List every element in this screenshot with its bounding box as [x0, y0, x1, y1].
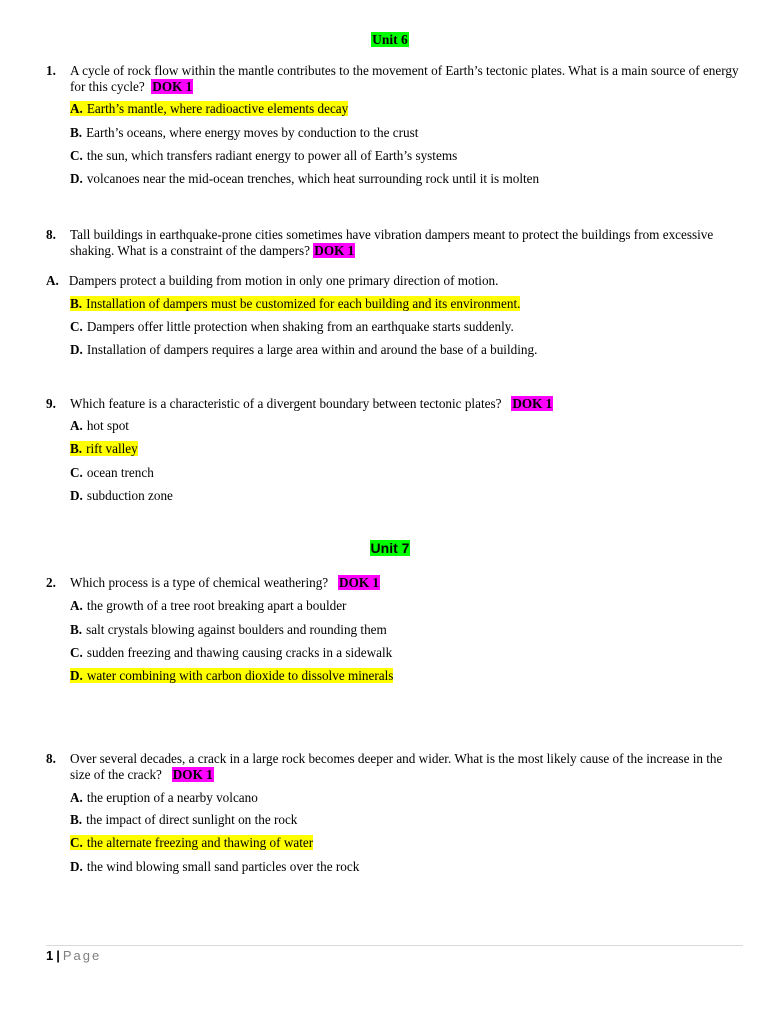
- answer-option: B. Earth’s oceans, where energy moves by conduction to the crust: [70, 125, 419, 140]
- answer-option: D. volcanoes near the mid-ocean trenches, which heat surrounding rock until it is molten: [70, 171, 540, 186]
- answer-option: A. Dampers protect a building from motion in only one primary direction of motion.: [46, 273, 499, 288]
- answer-option: B. rift valley: [70, 441, 138, 456]
- unit-6-heading: Unit 6: [372, 32, 408, 47]
- dok-badge: DOK 1: [172, 767, 213, 782]
- answer-option: C. the alternate freezing and thawing of water: [70, 835, 314, 850]
- question-number: 9.: [46, 396, 56, 411]
- question-number: 8.: [46, 227, 56, 242]
- footer-divider: [46, 945, 743, 946]
- question-number: 2.: [46, 575, 56, 590]
- question-number: 1.: [46, 63, 56, 78]
- question-text: Over several decades, a crack in a large rock becomes deeper and wider. What is the most likely cause of the increase in the size of the crack? DOK 1: [70, 751, 723, 782]
- question-text: Tall buildings in earthquake-prone cities sometimes have vibration dampers meant to protect the buildings from excessive shaking. What is a constraint of the dampers? DOK 1: [70, 227, 714, 258]
- dok-badge: DOK 1: [512, 396, 553, 411]
- answer-option: C. Dampers offer little protection when shaking from an earthquake starts suddenly.: [70, 319, 514, 334]
- answer-option: A. the eruption of a nearby volcano: [70, 790, 258, 805]
- question-text: A cycle of rock flow within the mantle contributes to the movement of Earth’s tectonic plates. What is a main source of energy for this cycle? DOK 1: [70, 63, 739, 94]
- answer-option: C. the sun, which transfers radiant energy to power all of Earth’s systems: [70, 148, 458, 163]
- unit-7-heading: Unit 7: [370, 540, 410, 556]
- answer-option: C. sudden freezing and thawing causing cracks in a sidewalk: [70, 645, 393, 660]
- answer-option: B. Installation of dampers must be customized for each building and its environment.: [70, 296, 521, 311]
- dok-badge: DOK 1: [339, 575, 379, 590]
- answer-option: A. Earth’s mantle, where radioactive elements decay: [70, 101, 349, 116]
- answer-option: D. water combining with carbon dioxide to dissolve minerals: [70, 668, 394, 683]
- answer-option: B. the impact of direct sunlight on the rock: [70, 812, 298, 827]
- page-number: 1: [46, 948, 54, 963]
- answer-option: D. the wind blowing small sand particles over the rock: [70, 859, 360, 874]
- question-number: 8.: [46, 751, 56, 766]
- page-label: Page: [62, 948, 102, 963]
- question-text: Which process is a type of chemical weathering? DOK 1: [70, 575, 379, 590]
- answer-option: D. subduction zone: [70, 488, 173, 503]
- dok-badge: DOK 1: [152, 79, 193, 94]
- dok-badge: DOK 1: [314, 243, 355, 258]
- page-footer: [46, 948, 101, 963]
- answer-option: A. hot spot: [70, 418, 129, 433]
- answer-option: A. the growth of a tree root breaking apart a boulder: [70, 598, 347, 613]
- answer-option: D. Installation of dampers requires a large area within and around the base of a building.: [70, 342, 538, 357]
- footer-separator: |: [56, 948, 60, 963]
- answer-option: B. salt crystals blowing against boulders and rounding them: [70, 622, 387, 637]
- question-text: Which feature is a characteristic of a divergent boundary between tectonic plates? DOK 1: [70, 396, 553, 411]
- answer-option: C. ocean trench: [70, 465, 154, 480]
